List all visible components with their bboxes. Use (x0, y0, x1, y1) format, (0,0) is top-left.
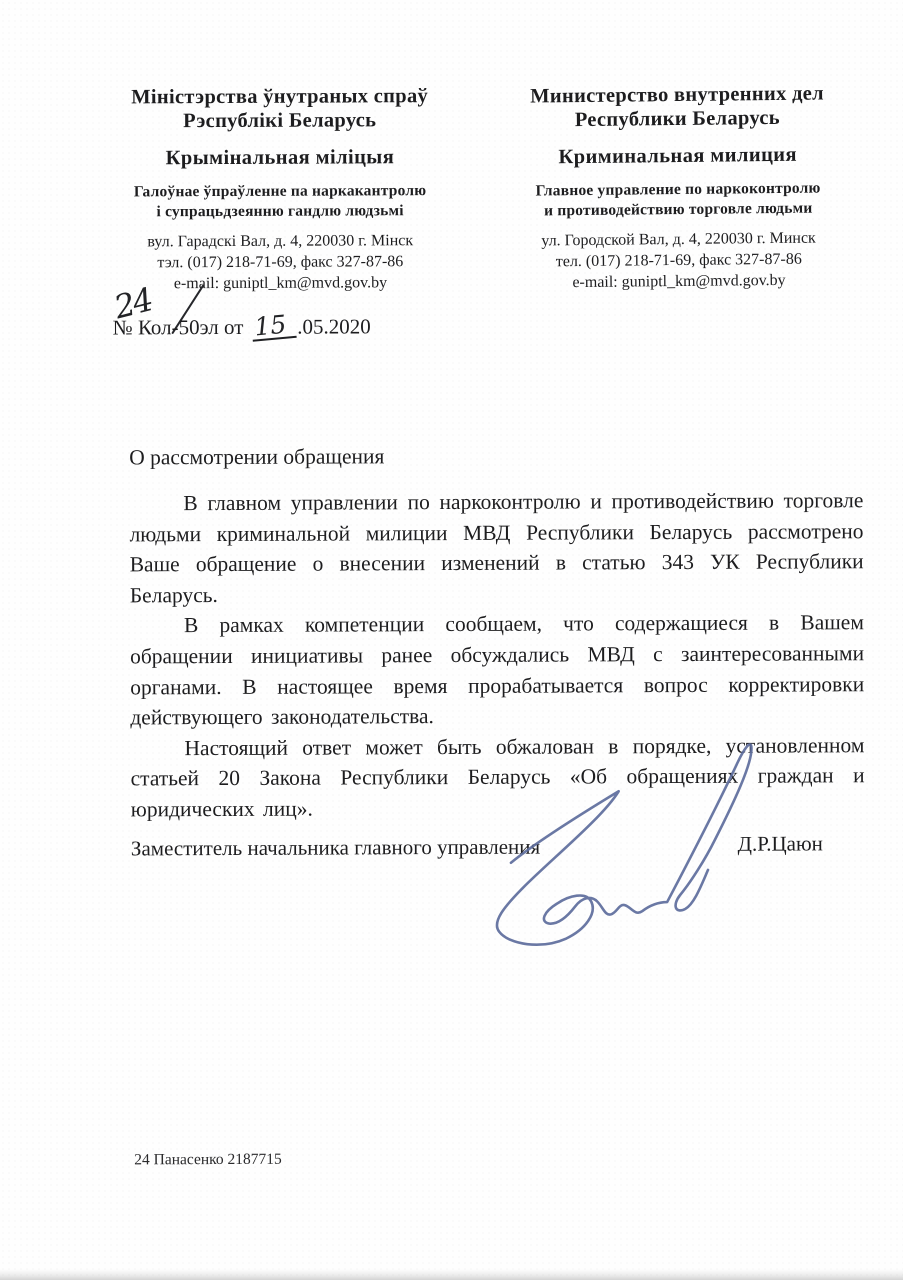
reference-date-rest: .05.2020 (297, 314, 371, 339)
scan-bottom-edge (0, 1269, 903, 1280)
org-name-be-line2: Рэспублікі Беларусь (183, 109, 377, 133)
department-be-line1: Галоўнае ўпраўленне па наркакантролю (133, 182, 427, 201)
department-be-line2: і супрацьдзеянню гандлю людзьмі (156, 202, 404, 221)
division-ru: Криминальная милиция (558, 143, 798, 169)
signature-title: Заместитель начальника главного управления (130, 834, 541, 861)
phone-be: тэл. (017) 218-71-69, факс 327-87-86 (157, 253, 404, 272)
email-be: e-mail: guniptl_km@mvd.gov.by (173, 274, 388, 293)
subject-line: О рассмотрении обращения (129, 444, 385, 470)
body-paragraph: Настоящий ответ может быть обжалован в порядке, установленном статьей 20 Закона Республики Беларусь «Об обращениях граждан и юридических лиц». (130, 732, 865, 822)
signature-name: Д.Р.Цаюн (737, 831, 823, 856)
body-paragraph: В рамках компетенции сообщаем, что содержащиеся в Вашем обращении инициативы ранее обсуждались МВД с заинтересованными органами. В настоящее время прорабатывается вопрос корректировки действующего законодательства. (130, 610, 865, 730)
address-ru: ул. Городской Вал, д. 4, 220030 г. Минск (541, 229, 816, 250)
org-name-be-line1: Міністэрства ўнутраных спраў (131, 85, 429, 109)
org-name-ru-line2: Республики Беларусь (574, 106, 780, 132)
email-ru: e-mail: guniptl_km@mvd.gov.by (572, 271, 786, 292)
phone-ru: тел. (017) 218-71-69, факс 327-87-86 (555, 250, 802, 271)
department-ru-line2: и противодействию торговле людьми (543, 199, 813, 220)
handwritten-day: 15 (250, 313, 296, 342)
letterhead-russian (487, 81, 869, 294)
reference-number-line (112, 309, 371, 342)
reference-prefix: № Кол-50эл от (112, 314, 244, 340)
org-name-ru-line1: Министерство внутренних дел (530, 82, 825, 108)
division-be: Крымінальная міліцыя (165, 146, 395, 170)
body-paragraph: В главном управлении по наркоконтролю и противодействию торговле людьми криминальной милиции МВД Республики Беларусь рассмотрено Ваше обращение о внесении изменений в статью 343 УК Республики Беларусь. (129, 488, 864, 608)
signature-ink-scribble (478, 723, 779, 972)
handwritten-number-mark: 24 (110, 280, 156, 327)
letterhead-belarusian (101, 84, 460, 295)
address-be: вул. Гарадскі Вал, д. 4, 220030 г. Мінск (147, 232, 414, 251)
department-ru-line1: Главное управление по наркоконтролю (535, 179, 821, 200)
executor-footnote: 24 Панасенко 2187715 (134, 1150, 282, 1169)
